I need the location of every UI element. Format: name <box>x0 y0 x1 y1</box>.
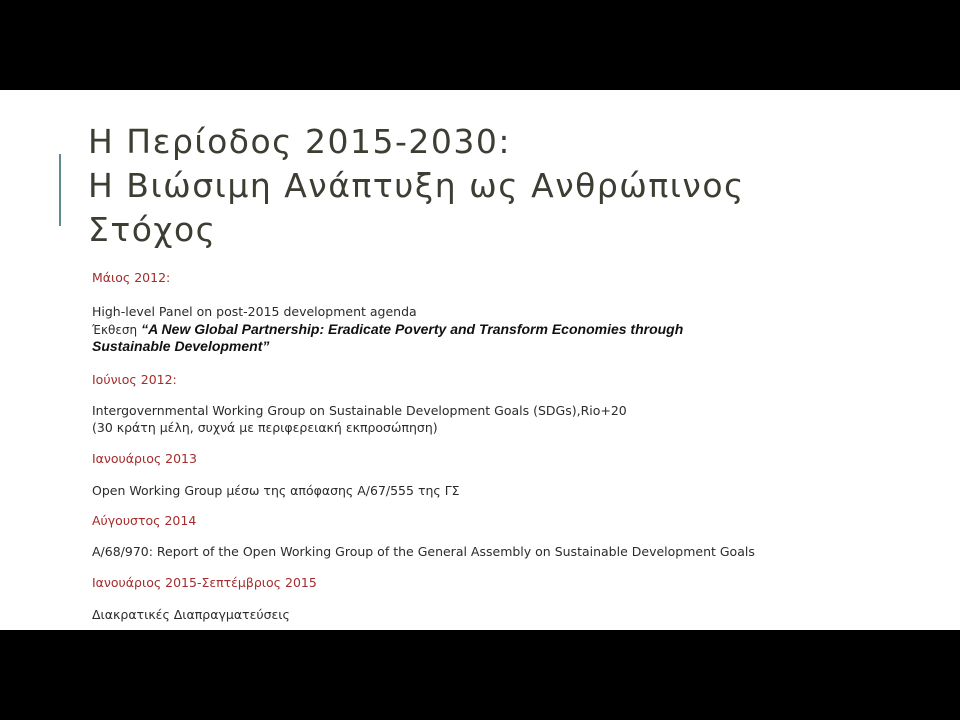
section-heading: Ιούνιος 2012: <box>92 372 177 387</box>
title-line-2: Η Βιώσιμη Ανάπτυξη ως Ανθρώπινος <box>88 166 745 205</box>
report-title-part-1: “A New Global Partnership: Eradicate Poverty and Transform Economies through <box>141 321 684 337</box>
report-line <box>92 321 683 338</box>
section-heading: Μάιος 2012: <box>92 270 171 285</box>
section-heading: Αύγουστος 2014 <box>92 513 197 528</box>
report-prefix: Έκθεση <box>92 323 138 337</box>
report-title-part-2: Sustainable Development” <box>92 338 270 354</box>
slide-title <box>88 120 745 252</box>
title-line-3: Στόχος <box>88 210 217 249</box>
section-text: Open Working Group μέσω της απόφασης Α/67/555 της ΓΣ <box>92 483 460 498</box>
section-text: (30 κράτη μέλη, συχνά με περιφερειακή εκπροσώπηση) <box>92 420 438 435</box>
slide <box>0 90 960 630</box>
section-text: High-level Panel on post-2015 development agenda <box>92 304 417 319</box>
title-line-1: Η Περίοδος 2015-2030: <box>88 122 511 161</box>
section-text: A/68/970: Report of the Open Working Group of the General Assembly on Sustainable Development Goals <box>92 544 755 559</box>
accent-bar <box>59 154 61 226</box>
section-heading: Ιανουάριος 2013 <box>92 451 197 466</box>
section-text: Intergovernmental Working Group on Sustainable Development Goals (SDGs),Rio+20 <box>92 403 627 418</box>
section-heading: Ιανουάριος 2015-Σεπτέμβριος 2015 <box>92 575 317 590</box>
section-text: Διακρατικές Διαπραγματεύσεις <box>92 607 290 622</box>
